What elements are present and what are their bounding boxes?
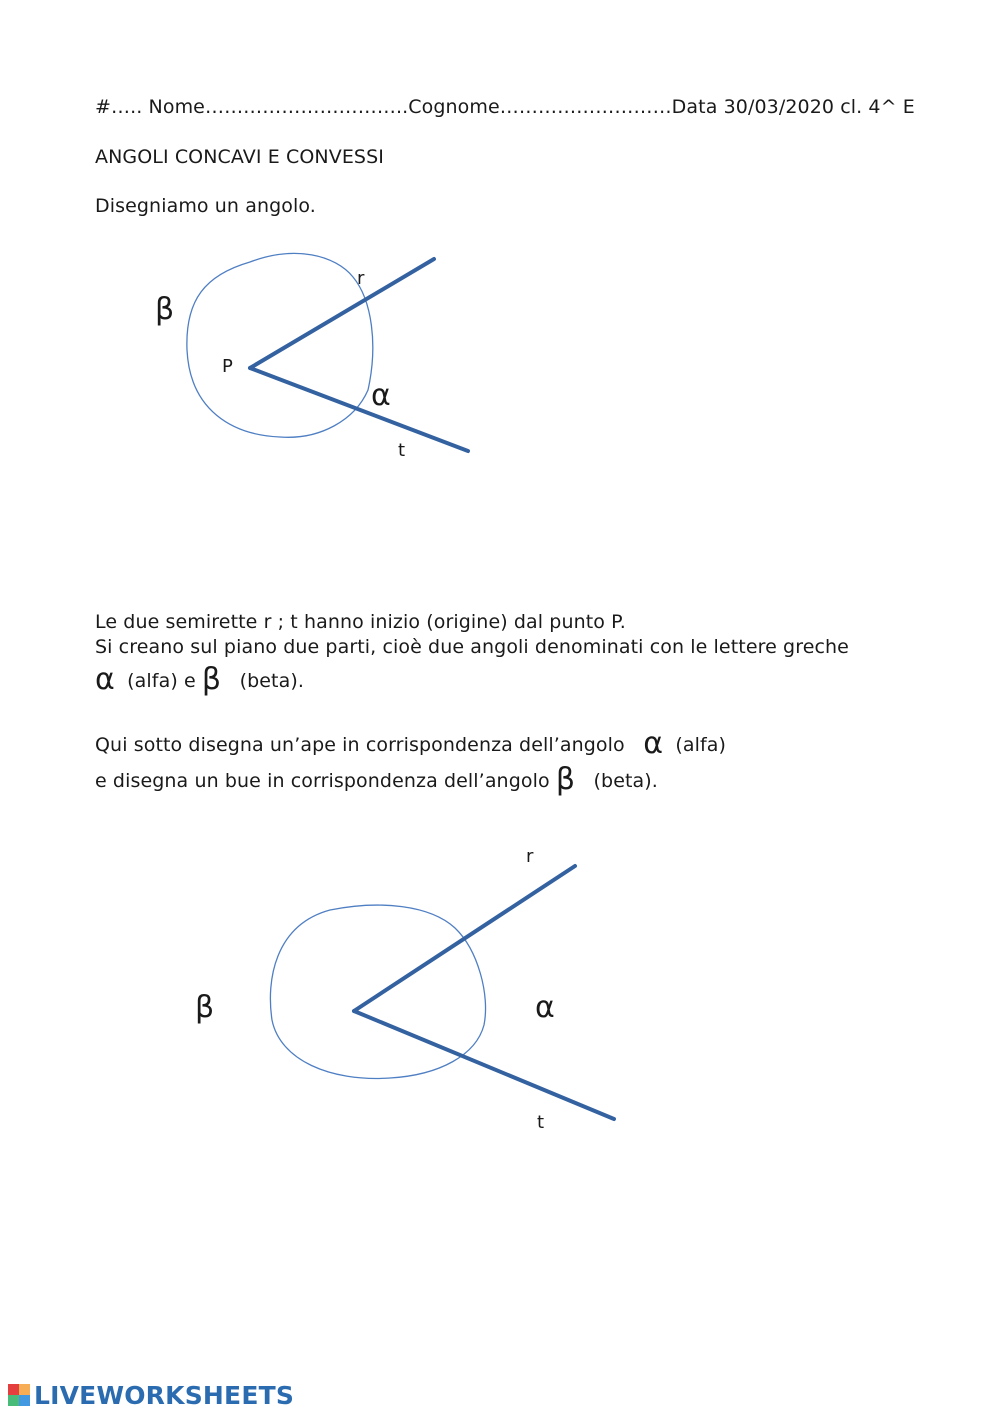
instruction-alpha-name: (alfa) [675,734,727,756]
ray-t-label-2: t [537,1112,545,1133]
instruction-line-2 [95,762,658,797]
explanation-line-1: Le due semirette r ; t hanno inizio (origine) dal punto P. [95,611,626,633]
instruction-alpha-symbol: α [643,726,664,761]
logo-grid-icon [8,1384,30,1406]
beta-label-1: β [155,292,175,327]
explanation-line-2: Si creano sul piano due parti, cioè due angoli denominati con le lettere greche [95,636,849,658]
header-line: #….. Nome…………………………..Cognome………………………Data 30/03/2020 cl. 4^ E [95,96,915,118]
instruction-line-1 [95,726,726,761]
ray-r-1 [250,259,434,368]
beta-symbol: β [201,662,222,697]
instruction-text-2: e disegna un bue in corrispondenza dell’angolo [95,770,550,792]
instruction-beta-name: (beta). [593,770,658,792]
page-title: ANGOLI CONCAVI E CONVESSI [95,146,384,168]
logo-text: LIVEWORKSHEETS [34,1380,295,1410]
alpha-symbol: α [95,662,115,697]
liveworksheets-logo [8,1378,294,1412]
vertex-label-p: P [222,356,233,377]
ray-r-label-1: r [357,268,365,289]
explanation-line-3 [95,662,304,697]
alpha-label-2: α [535,990,555,1025]
beta-label-2: β [195,990,215,1025]
ray-r-label-2: r [526,846,534,867]
instruction-text-1: Qui sotto disegna un’ape in corrispondenza dell’angolo [95,734,625,756]
instruction-beta-symbol: β [555,762,576,797]
angle-arc-1 [187,253,373,437]
alpha-label-1: α [371,378,391,413]
alpha-name: (alfa) e [127,670,196,692]
intro-text: Disegniamo un angolo. [95,195,316,217]
ray-t-label-1: t [398,440,406,461]
beta-name: (beta). [239,670,305,692]
ray-t-1 [250,368,468,451]
